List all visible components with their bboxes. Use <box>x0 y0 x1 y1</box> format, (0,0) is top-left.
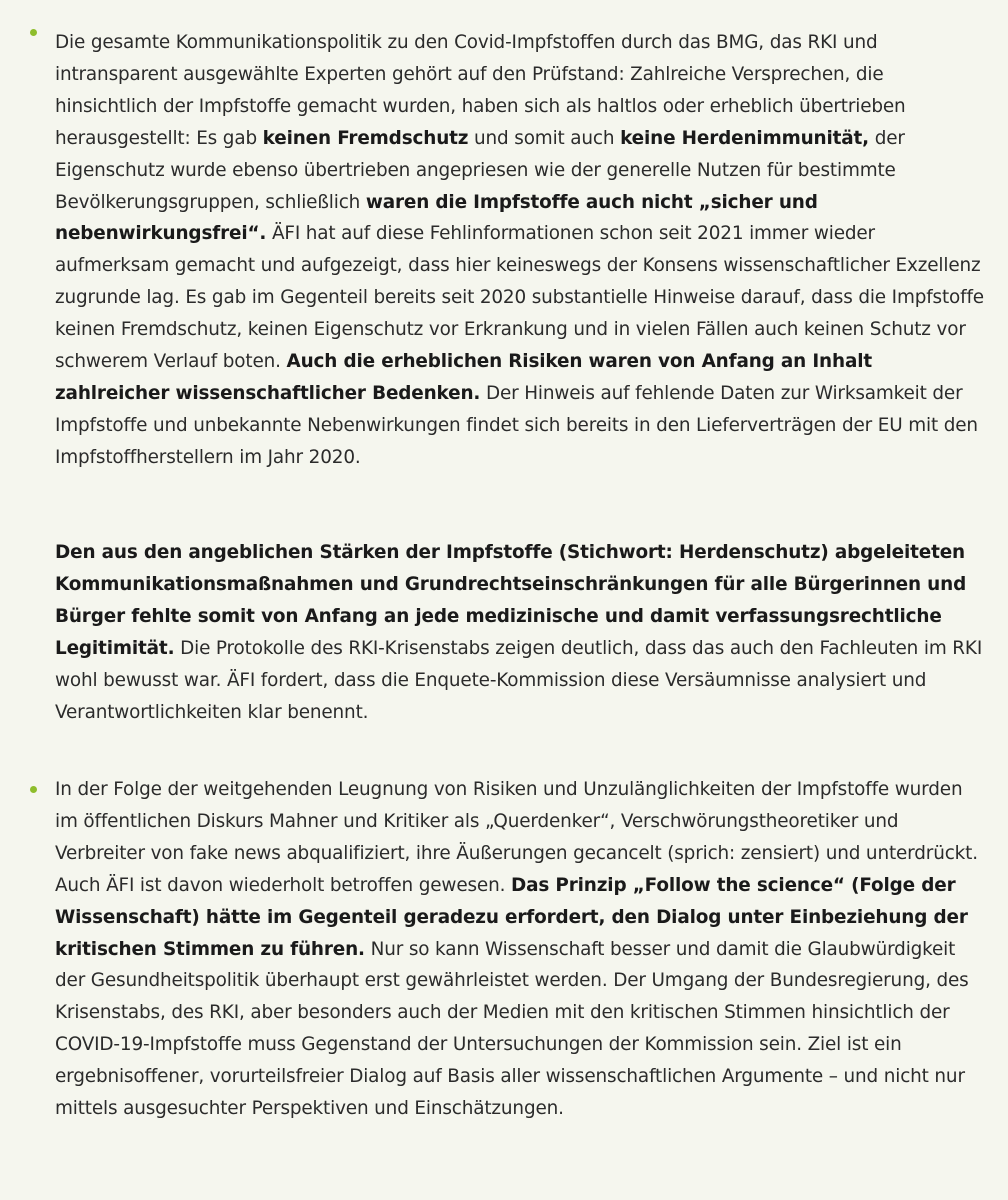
bold-erhebliche-risiken: Auch die erheblichen Risiken waren von Anfang an Inhalt zahlreicher wissenschaftlicher Bedenken. <box>55 351 872 404</box>
bold-nicht-sicher: waren die Impfstoffe auch nicht „sicher und nebenwirkungsfrei“. <box>55 191 818 245</box>
bold-follow-the-science: Das Prinzip „Follow the science“ (Folge der Wissenschaft) hätte im Gegenteil geradezu erfordert, den Dialog unter Einbeziehung der kritischen Stimmen zu führen. <box>55 874 968 960</box>
bold-keine-herdenimmunitaet: keine Herdenimmunität, <box>620 127 870 149</box>
list-bullet <box>30 29 37 36</box>
paragraph-legitimitaet: Den aus den angeblichen Stärken der Impfstoffe (Stichwort: Herdenschutz) abgeleiteten Kommunikationsmaßnahmen und Grundrechtseinschränkungen für alle Bürgerinnen und Bürger fehlte somit von Anfang an jede medizinische und damit verfassungsrechtliche Legitimität. Die Protokolle des RKI-Krisenstabs zeigen deutlich, dass das auch den Fachleuten im RKI wohl bewusst war. ÄFI fordert, dass die Enquete-Kommission diese Versäumnisse analysiert und Verantwortlichkeiten klar benennt. <box>55 542 983 723</box>
list-bullet <box>30 786 37 793</box>
bold-legitimitaet: Den aus den angeblichen Stärken der Impfstoffe (Stichwort: Herdenschutz) abgeleiteten Kommunikationsmaßnahmen und Grundrechtseinschränkungen für alle Bürgerinnen und Bürger fehlte somit von Anfang an jede medizinische und damit verfassungsrechtliche Legitimität. <box>55 542 967 659</box>
list-item-kommunikationspolitik: Die gesamte Kommunikationspolitik zu den Covid-Impfstoffen durch das BMG, das RKI und intransparent ausgewählte Experten gehört auf den Prüfstand: Zahlreiche Versprechen, die hinsichtlich der Impfstoffe gemacht wurden, haben sich als haltlos oder erheblich übertrieben herausgestellt: Es gab keinen Fremdschutz und somit auch keine Herdenimmunität, der Eigenschutz wurde ebenso übertrieben angepriesen wie der generelle Nutzen für bestimmte Bevölkerungsgruppen, schließlich waren die Impfstoffe auch nicht „sicher und nebenwirkungsfrei“. ÄFI hat auf diese Fehlinformationen schon seit 2021 immer wieder aufmerksam gemacht und aufgezeigt, dass hier keineswegs der Konsens wissenschaftlicher Exzellenz zugrunde lag. Es gab im Gegenteil bereits seit 2020 substantielle Hinweise darauf, dass die Impfstoffe keinen Fremdschutz, keinen Eigenschutz vor Erkrankung und in vielen Fällen auch keinen Schutz vor schwerem Verlauf boten. Auch die erheblichen Risiken waren von Anfang an Inhalt zahlreicher wissenschaftlicher Bedenken. Der Hinweis auf fehlende Daten zur Wirksamkeit der Impfstoffe und unbekannte Nebenwirkungen findet sich bereits in den Lieferverträgen der EU mit den Impfstoffherstellern im Jahr 2020. <box>55 32 984 468</box>
list-item-querdenker: In der Folge der weitgehenden Leugnung von Risiken und Unzulänglichkeiten der Impfstoffe wurden im öffentlichen Diskurs Mahner und Kritiker als „Querdenker“, Verschwörungstheoretiker und Verbreiter von fake news abqualifiziert, ihre Äußerungen gecancelt (sprich: zensiert) und unterdrückt. Auch ÄFI ist davon wiederholt betroffen gewesen. Das Prinzip „Follow the science“ (Folge der Wissenschaft) hätte im Gegenteil geradezu erfordert, den Dialog unter Einbeziehung der kritischen Stimmen zu führen. Nur so kann Wissenschaft besser und damit die Glaubwürdigkeit der Gesundheitspolitik überhaupt erst gewährleistet werden. Der Umgang der Bundesregierung, des Krisenstabs, des RKI, aber besonders auch der Medien mit den kritischen Stimmen hinsichtlich der COVID-19-Impfstoffe muss Gegenstand der Untersuchungen der Kommission sein. Ziel ist ein ergebnisoffener, vorurteilsfreier Dialog auf Basis aller wissenschaftlichen Argumente – und nicht nur mittels ausgesuchter Perspektiven und Einschätzungen. <box>55 779 978 1120</box>
bold-keinen-fremdschutz: keinen Fremdschutz <box>262 127 469 149</box>
